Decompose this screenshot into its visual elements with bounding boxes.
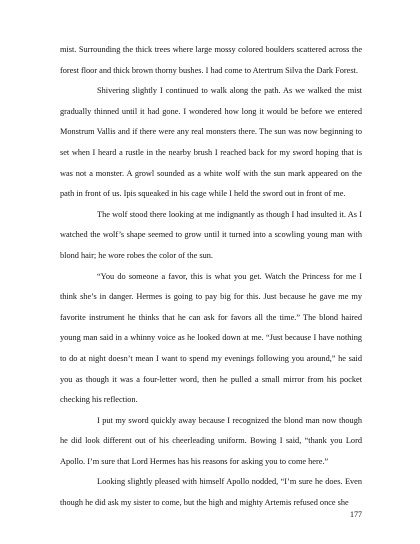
paragraph-5: I put my sword quickly away because I recognized the blond man now though he did look different out of his cheerleading uniform. Bowing I said, “thank you Lord Apollo. I’m sure that Lord Hermes has his reasons for asking you to come here.” [60, 415, 362, 466]
paragraph-3: The wolf stood there looking at me indignantly as though I had insulted it. As I watched the wolf’s shape seemed to grow until it turned into a scowling young man with blond hair; he wore robes the color of the sun. [60, 209, 362, 260]
paragraph-6: Looking slightly pleased with himself Apollo nodded, “I’m sure he does. Even though he did ask my sister to come, but the high and mighty Artemis refused once she [60, 477, 362, 508]
body-text [60, 40, 362, 514]
paragraph-1: mist. Surrounding the thick trees where large mossy colored boulders scattered across the forest floor and thick brown thorny bushes. I had come to Atertrum Silva the Dark Forest. [60, 45, 362, 75]
paragraph-4: “You do someone a favor, this is what you get. Watch the Princess for me I think she’s in danger. Hermes is going to pay big for this. Just because he gave me my favorite instrument he thinks that he can ask for favors all the time.” The blond haired young man said in a whinny voice as he looked down at me. “Just because I have nothing to do at night doesn’t mean I want to spend my evenings following you around,” he said you as though it was a four-letter word, then he pulled a small mirror from his pocket checking his reflection. [60, 271, 362, 405]
page-number: 177 [350, 510, 362, 519]
paragraph-2: Shivering slightly I continued to walk along the path. As we walked the mist gradually thinned until it had gone. I wondered how long it would be before we entered Monstrum Vallis and if there were any real monsters there. The sun was now beginning to set when I heard a rustle in the nearby brush I reached back for my sword hoping that is was not a monster. A growl sounded as a white wolf with the sun mark appeared on the path in front of us. Ipis squeaked in his cage while I held the sword out in front of me. [60, 86, 362, 199]
